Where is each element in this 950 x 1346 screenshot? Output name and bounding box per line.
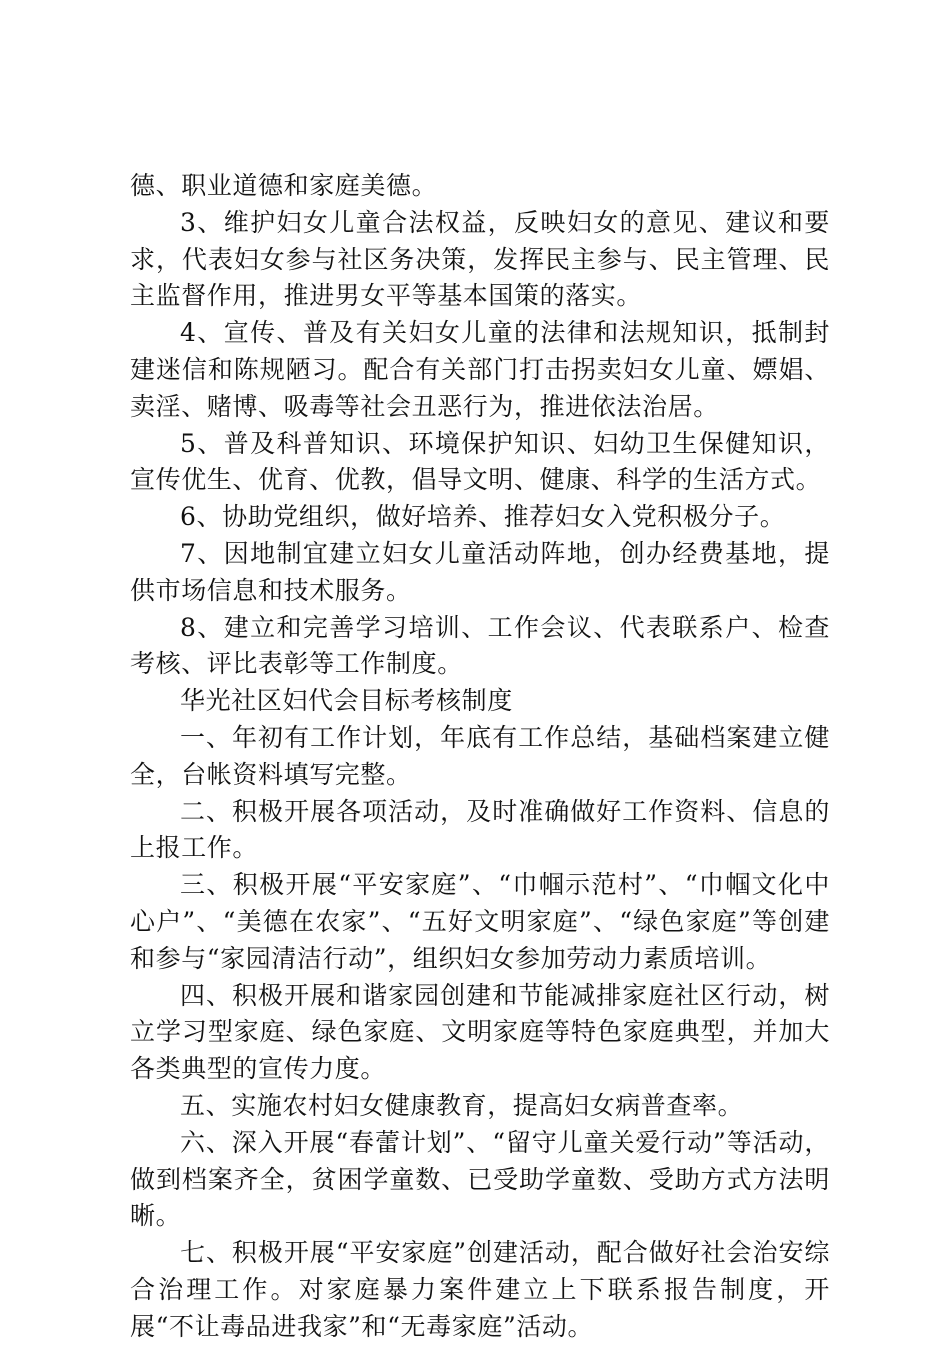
paragraph-item-5: 5、普及科普知识、环境保护知识、妇幼卫生保健知识，宣传优生、优育、优教，倡导文明、健康、科学的生活方式。 — [130, 428, 830, 495]
paragraph-continuation: 德、职业道德和家庭美德。 — [130, 171, 438, 200]
paragraph-item-8: 8、建立和完善学习培训、工作会议、代表联系户、检查考核、评比表彰等工作制度。 — [130, 612, 830, 679]
paragraph-rule-2: 二、积极开展各项活动，及时准确做好工作资料、信息的上报工作。 — [130, 796, 830, 863]
section-heading: 华光社区妇代会目标考核制度 — [180, 686, 513, 716]
document-body — [130, 168, 830, 1346]
paragraph-rule-6: 六、深入开展“春蕾计划”、“留守儿童关爱行动”等活动，做到档案齐全，贫困学童数、已受助学童数、受助方式方法明晰。 — [130, 1127, 830, 1231]
paragraph-item-3: 3、维护妇女儿童合法权益，反映妇女的意见、建议和要求，代表妇女参与社区务决策，发挥民主参与、民主管理、民主监督作用，推进男女平等基本国策的落实。 — [130, 207, 830, 311]
paragraph-rule-7: 七、积极开展“平安家庭”创建活动，配合做好社会治安综合治理工作。对家庭暴力案件建立上下联系报告制度，开展“不让毒品进我家”和“无毒家庭”活动。 — [130, 1238, 830, 1341]
paragraph-item-6: 6、协助党组织，做好培养、推荐妇女入党积极分子。 — [180, 502, 786, 532]
paragraph-item-4: 4、宣传、普及有关妇女儿童的法律和法规知识，抵制封建迷信和陈规陋习。配合有关部门打击拐卖妇女儿童、嫖娼、卖淫、赌博、吸毒等社会丑恶行为，推进依法治居。 — [130, 318, 830, 421]
paragraph-rule-1: 一、年初有工作计划，年底有工作总结，基础档案建立健全，台帐资料填写完整。 — [130, 722, 830, 789]
paragraph-rule-4: 四、积极开展和谐家园创建和节能减排家庭社区行动，树立学习型家庭、绿色家庭、文明家庭等特色家庭典型，并加大各类典型的宣传力度。 — [130, 980, 830, 1084]
paragraph-rule-3: 三、积极开展“平安家庭”、“巾帼示范村”、“巾帼文化中心户”、“美德在农家”、“五好文明家庭”、“绿色家庭”等创建和参与“家园清洁行动”，组织妇女参加劳动力素质培训。 — [130, 870, 830, 973]
paragraph-rule-5: 五、实施农村妇女健康教育，提高妇女病普查率。 — [180, 1090, 744, 1120]
paragraph-item-7: 7、因地制宜建立妇女儿童活动阵地，创办经费基地，提供市场信息和技术服务。 — [130, 538, 830, 605]
